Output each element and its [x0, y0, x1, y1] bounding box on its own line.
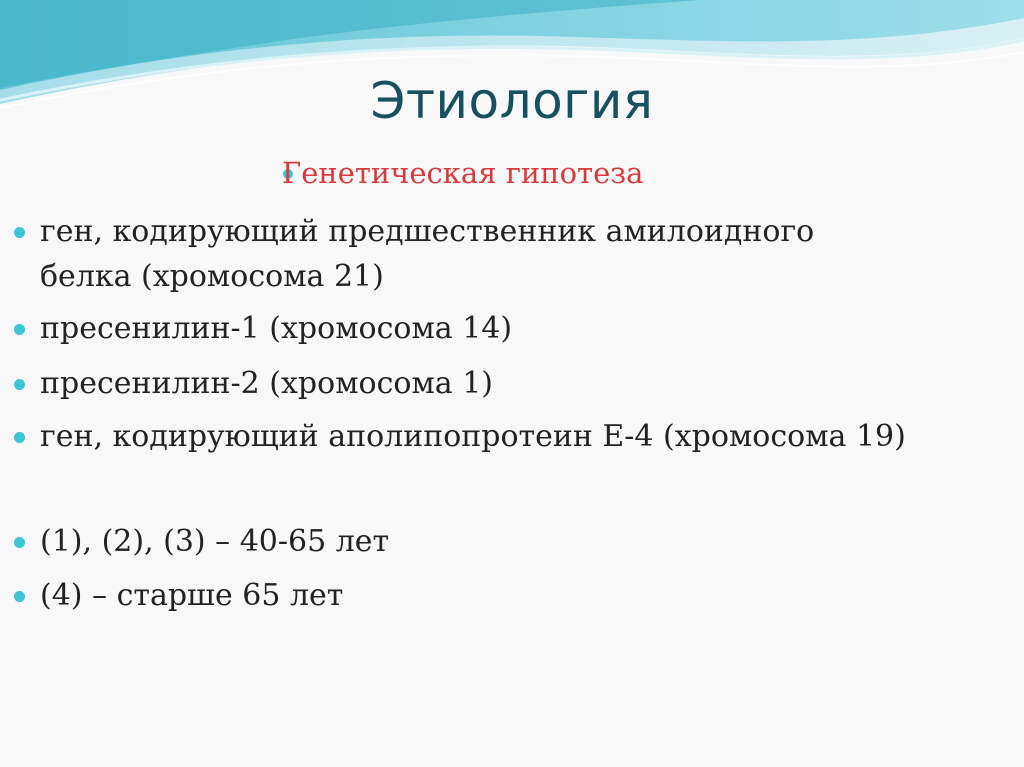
list-item-continuation: белка (хромосома 21) [40, 259, 384, 294]
bullet-icon [14, 591, 25, 602]
list-item: пресенилин-1 (хромосома 14) [40, 311, 513, 346]
bullet-icon [14, 379, 25, 390]
bullet-icon [14, 537, 25, 548]
list-item: пресенилин-2 (хромосома 1) [40, 366, 494, 401]
slide-subtitle: Генетическая гипотеза [282, 156, 644, 190]
bullet-icon [14, 432, 25, 443]
list-item: ген, кодирующий предшественник амилоидного [40, 214, 815, 249]
slide-title: Этиология [370, 72, 654, 130]
bullet-icon [14, 227, 25, 238]
list-item: (4) – старше 65 лет [40, 578, 344, 613]
bullet-icon [14, 324, 25, 335]
list-item: ген, кодирующий аполипопротеин Е-4 (хромосома 19) [40, 419, 906, 454]
list-item: (1), (2), (3) – 40-65 лет [40, 524, 390, 559]
